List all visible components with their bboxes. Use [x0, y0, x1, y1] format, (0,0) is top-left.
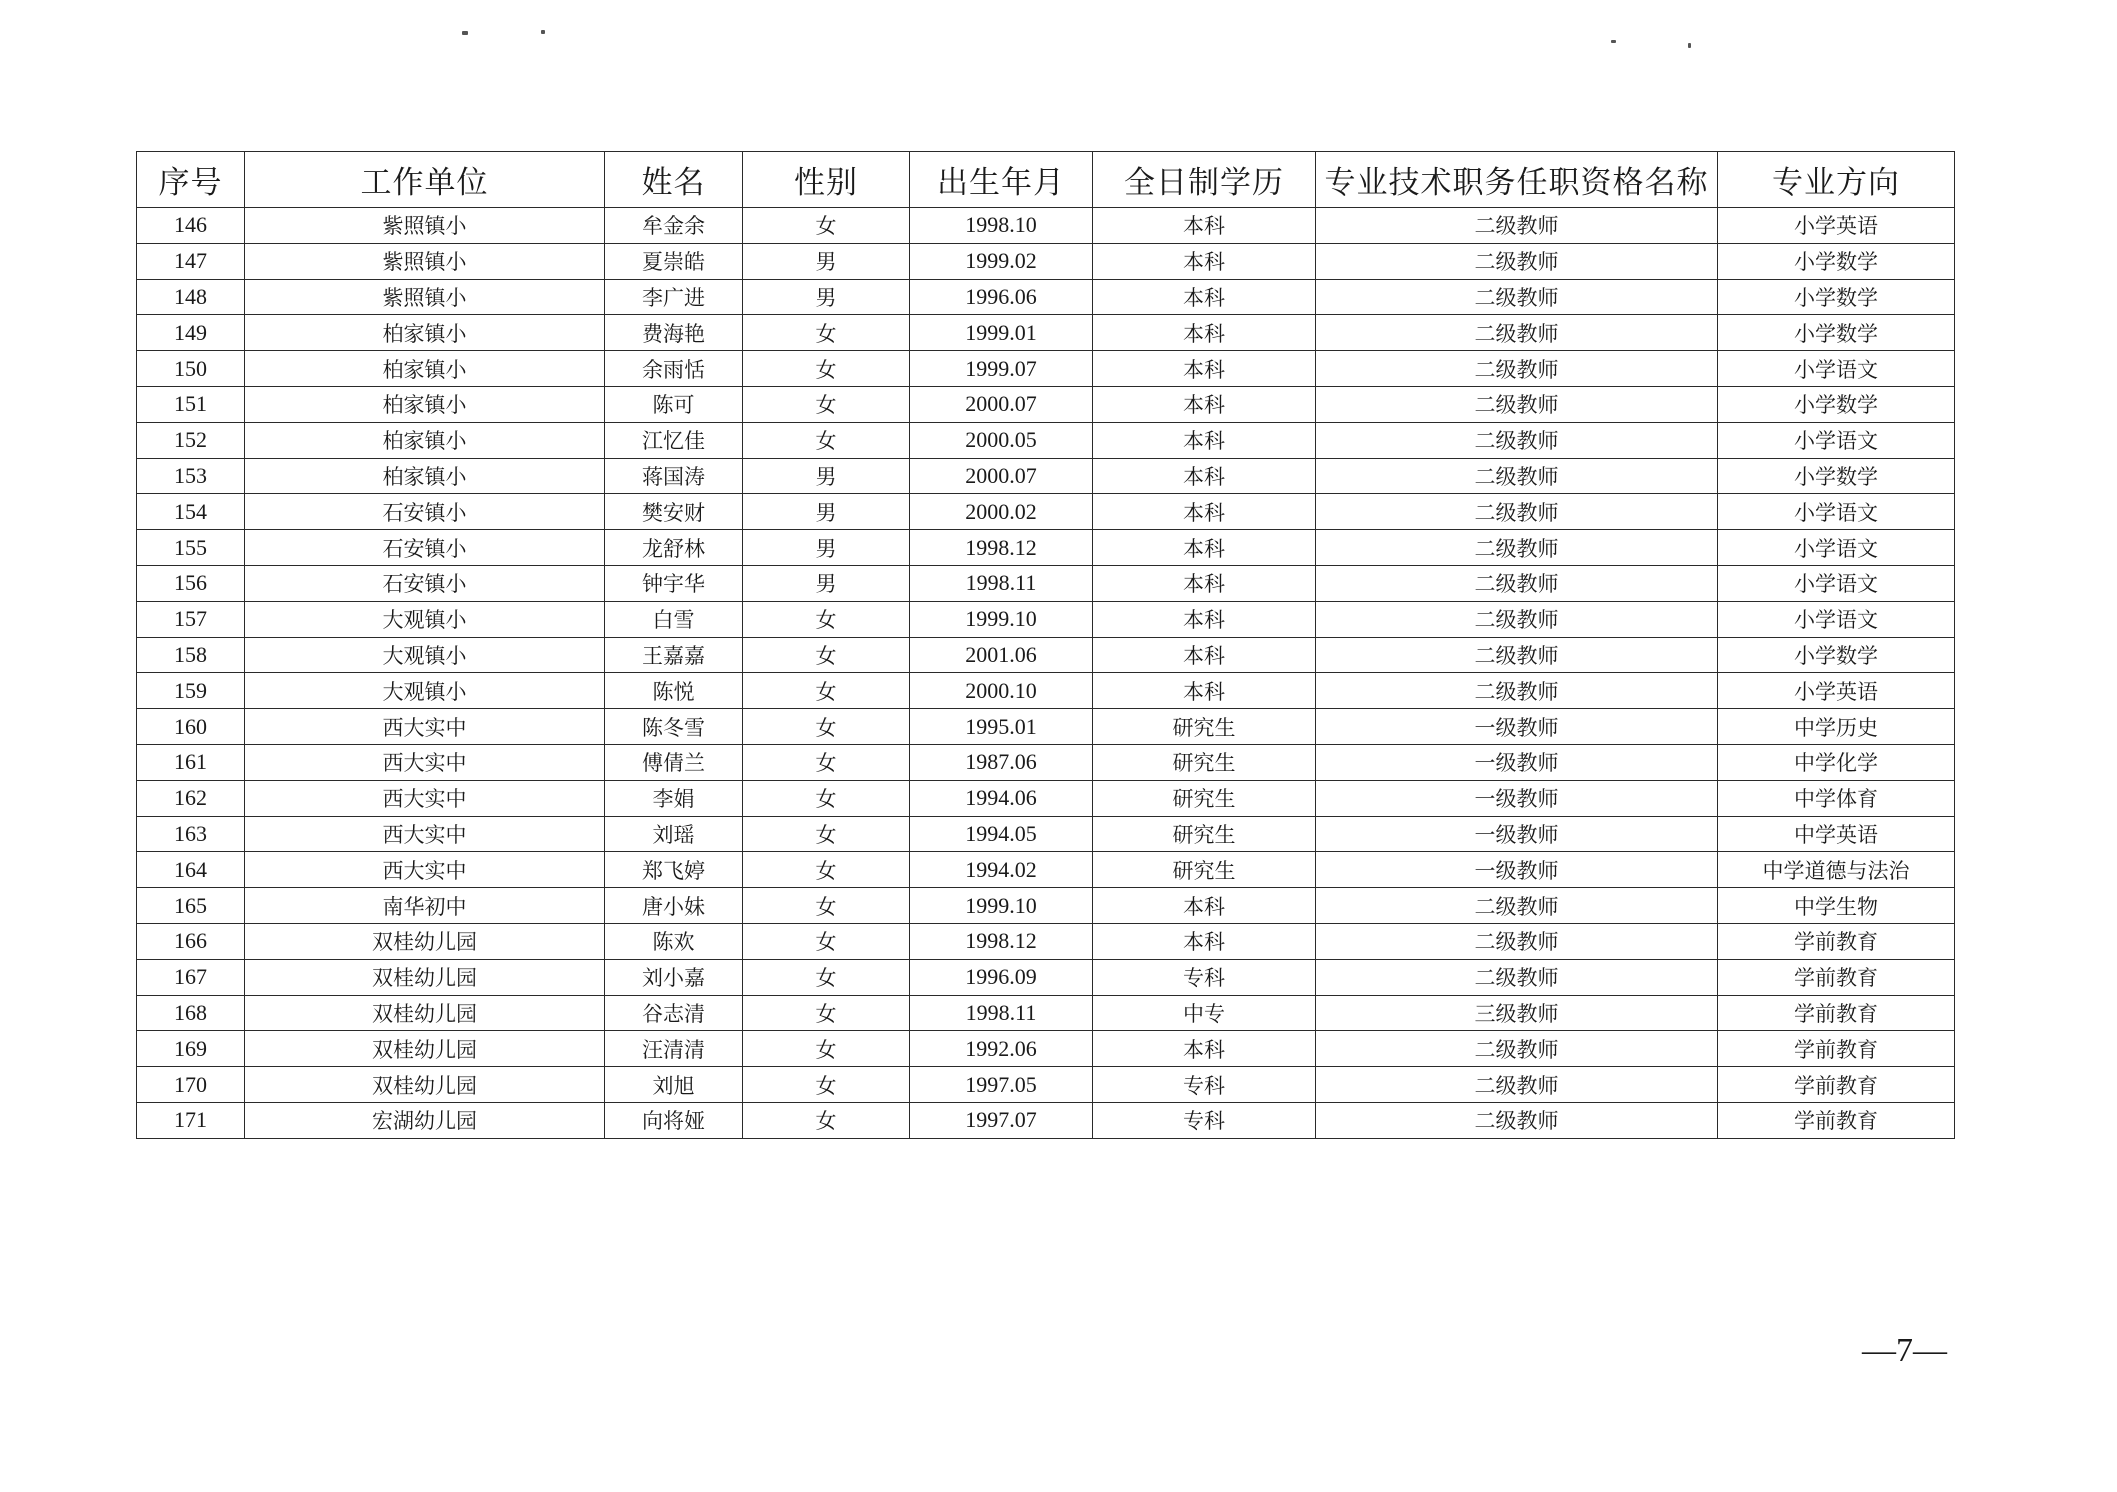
qualification-cell: 二级教师: [1316, 959, 1718, 995]
serial-number-cell: 147: [137, 243, 245, 279]
header-qualification: 专业技术职务任职资格名称: [1316, 152, 1718, 208]
gender-cell: 女: [743, 422, 910, 458]
serial-number-cell: 148: [137, 279, 245, 315]
specialty-cell: 小学数学: [1718, 279, 1955, 315]
scan-speck: [1611, 40, 1616, 43]
gender-cell: 男: [743, 494, 910, 530]
work-unit-cell: 宏湖幼儿园: [245, 1102, 605, 1138]
qualification-cell: 二级教师: [1316, 208, 1718, 244]
specialty-cell: 小学数学: [1718, 315, 1955, 351]
work-unit-cell: 柏家镇小: [245, 351, 605, 387]
serial-number-cell: 154: [137, 494, 245, 530]
qualification-cell: 二级教师: [1316, 243, 1718, 279]
education-cell: 本科: [1093, 673, 1316, 709]
gender-cell: 男: [743, 458, 910, 494]
birth-date-cell: 1996.06: [910, 279, 1093, 315]
birth-date-cell: 1998.11: [910, 995, 1093, 1031]
qualification-cell: 二级教师: [1316, 673, 1718, 709]
table-row: [137, 243, 1955, 279]
name-cell: 唐小妹: [605, 888, 743, 924]
serial-number-cell: 162: [137, 780, 245, 816]
work-unit-cell: 石安镇小: [245, 530, 605, 566]
qualification-cell: 二级教师: [1316, 888, 1718, 924]
name-cell: 樊安财: [605, 494, 743, 530]
name-cell: 陈冬雪: [605, 709, 743, 745]
specialty-cell: 小学数学: [1718, 386, 1955, 422]
table-row: [137, 709, 1955, 745]
specialty-cell: 小学数学: [1718, 458, 1955, 494]
name-cell: 江忆佳: [605, 422, 743, 458]
education-cell: 研究生: [1093, 816, 1316, 852]
gender-cell: 女: [743, 816, 910, 852]
work-unit-cell: 石安镇小: [245, 494, 605, 530]
gender-cell: 女: [743, 673, 910, 709]
education-cell: 本科: [1093, 494, 1316, 530]
name-cell: 陈可: [605, 386, 743, 422]
education-cell: 本科: [1093, 351, 1316, 387]
birth-date-cell: 1998.12: [910, 530, 1093, 566]
serial-number-cell: 164: [137, 852, 245, 888]
header-name: 姓名: [605, 152, 743, 208]
work-unit-cell: 紫照镇小: [245, 279, 605, 315]
birth-date-cell: 2000.10: [910, 673, 1093, 709]
serial-number-cell: 166: [137, 923, 245, 959]
table-row: [137, 386, 1955, 422]
work-unit-cell: 大观镇小: [245, 637, 605, 673]
table-row: [137, 1067, 1955, 1103]
table-row: [137, 1031, 1955, 1067]
work-unit-cell: 大观镇小: [245, 601, 605, 637]
specialty-cell: 小学语文: [1718, 351, 1955, 387]
serial-number-cell: 149: [137, 315, 245, 351]
qualification-cell: 一级教师: [1316, 852, 1718, 888]
serial-number-cell: 156: [137, 565, 245, 601]
table-row: [137, 888, 1955, 924]
name-cell: 蒋国涛: [605, 458, 743, 494]
work-unit-cell: 双桂幼儿园: [245, 959, 605, 995]
scan-speck: [462, 31, 468, 35]
serial-number-cell: 152: [137, 422, 245, 458]
education-cell: 专科: [1093, 959, 1316, 995]
gender-cell: 女: [743, 709, 910, 745]
qualification-cell: 一级教师: [1316, 744, 1718, 780]
specialty-cell: 小学英语: [1718, 673, 1955, 709]
work-unit-cell: 西大实中: [245, 816, 605, 852]
gender-cell: 男: [743, 243, 910, 279]
qualification-cell: 一级教师: [1316, 780, 1718, 816]
birth-date-cell: 1987.06: [910, 744, 1093, 780]
table-row: [137, 637, 1955, 673]
qualification-cell: 一级教师: [1316, 816, 1718, 852]
birth-date-cell: 2001.06: [910, 637, 1093, 673]
table-row: [137, 959, 1955, 995]
page-number: —7—: [1862, 1332, 1947, 1369]
scan-speck: [1688, 43, 1691, 48]
name-cell: 郑飞婷: [605, 852, 743, 888]
education-cell: 本科: [1093, 208, 1316, 244]
qualification-cell: 二级教师: [1316, 494, 1718, 530]
qualification-cell: 二级教师: [1316, 565, 1718, 601]
qualification-cell: 二级教师: [1316, 1067, 1718, 1103]
birth-date-cell: 1994.05: [910, 816, 1093, 852]
gender-cell: 女: [743, 315, 910, 351]
birth-date-cell: 1994.06: [910, 780, 1093, 816]
education-cell: 研究生: [1093, 780, 1316, 816]
education-cell: 本科: [1093, 601, 1316, 637]
header-specialty: 专业方向: [1718, 152, 1955, 208]
table-row: [137, 780, 1955, 816]
work-unit-cell: 西大实中: [245, 852, 605, 888]
specialty-cell: 中学英语: [1718, 816, 1955, 852]
work-unit-cell: 柏家镇小: [245, 422, 605, 458]
name-cell: 汪清清: [605, 1031, 743, 1067]
name-cell: 谷志清: [605, 995, 743, 1031]
birth-date-cell: 1997.07: [910, 1102, 1093, 1138]
education-cell: 本科: [1093, 565, 1316, 601]
table-row: [137, 995, 1955, 1031]
name-cell: 费海艳: [605, 315, 743, 351]
work-unit-cell: 双桂幼儿园: [245, 1067, 605, 1103]
specialty-cell: 中学历史: [1718, 709, 1955, 745]
gender-cell: 女: [743, 637, 910, 673]
table-row: [137, 673, 1955, 709]
serial-number-cell: 167: [137, 959, 245, 995]
education-cell: 本科: [1093, 530, 1316, 566]
gender-cell: 女: [743, 1067, 910, 1103]
work-unit-cell: 柏家镇小: [245, 315, 605, 351]
specialty-cell: 小学语文: [1718, 422, 1955, 458]
name-cell: 陈悦: [605, 673, 743, 709]
serial-number-cell: 157: [137, 601, 245, 637]
specialty-cell: 小学英语: [1718, 208, 1955, 244]
name-cell: 傅倩兰: [605, 744, 743, 780]
table-body: [137, 208, 1955, 1139]
specialty-cell: 学前教育: [1718, 923, 1955, 959]
table-row: [137, 422, 1955, 458]
header-education: 全日制学历: [1093, 152, 1316, 208]
name-cell: 刘瑶: [605, 816, 743, 852]
education-cell: 本科: [1093, 315, 1316, 351]
table-row: [137, 744, 1955, 780]
table-row: [137, 494, 1955, 530]
table-row: [137, 530, 1955, 566]
gender-cell: 女: [743, 888, 910, 924]
education-cell: 本科: [1093, 243, 1316, 279]
serial-number-cell: 163: [137, 816, 245, 852]
birth-date-cell: 1997.05: [910, 1067, 1093, 1103]
specialty-cell: 小学数学: [1718, 637, 1955, 673]
work-unit-cell: 紫照镇小: [245, 243, 605, 279]
gender-cell: 女: [743, 351, 910, 387]
work-unit-cell: 大观镇小: [245, 673, 605, 709]
serial-number-cell: 165: [137, 888, 245, 924]
name-cell: 余雨恬: [605, 351, 743, 387]
name-cell: 龙舒林: [605, 530, 743, 566]
gender-cell: 男: [743, 279, 910, 315]
specialty-cell: 中学道德与法治: [1718, 852, 1955, 888]
name-cell: 夏崇皓: [605, 243, 743, 279]
specialty-cell: 中学体育: [1718, 780, 1955, 816]
name-cell: 白雪: [605, 601, 743, 637]
table-row: [137, 1102, 1955, 1138]
qualification-cell: 二级教师: [1316, 386, 1718, 422]
qualification-cell: 二级教师: [1316, 530, 1718, 566]
table-row: [137, 565, 1955, 601]
education-cell: 本科: [1093, 422, 1316, 458]
birth-date-cell: 1999.10: [910, 888, 1093, 924]
work-unit-cell: 西大实中: [245, 744, 605, 780]
birth-date-cell: 2000.02: [910, 494, 1093, 530]
gender-cell: 女: [743, 959, 910, 995]
work-unit-cell: 双桂幼儿园: [245, 1031, 605, 1067]
education-cell: 研究生: [1093, 744, 1316, 780]
birth-date-cell: 1998.12: [910, 923, 1093, 959]
gender-cell: 女: [743, 852, 910, 888]
qualification-cell: 二级教师: [1316, 1102, 1718, 1138]
gender-cell: 女: [743, 386, 910, 422]
serial-number-cell: 161: [137, 744, 245, 780]
name-cell: 向将娅: [605, 1102, 743, 1138]
serial-number-cell: 158: [137, 637, 245, 673]
serial-number-cell: 168: [137, 995, 245, 1031]
education-cell: 本科: [1093, 923, 1316, 959]
serial-number-cell: 155: [137, 530, 245, 566]
name-cell: 王嘉嘉: [605, 637, 743, 673]
serial-number-cell: 160: [137, 709, 245, 745]
gender-cell: 女: [743, 1031, 910, 1067]
birth-date-cell: 1999.01: [910, 315, 1093, 351]
qualification-cell: 二级教师: [1316, 422, 1718, 458]
education-cell: 本科: [1093, 637, 1316, 673]
serial-number-cell: 159: [137, 673, 245, 709]
birth-date-cell: 2000.07: [910, 458, 1093, 494]
serial-number-cell: 169: [137, 1031, 245, 1067]
work-unit-cell: 双桂幼儿园: [245, 923, 605, 959]
qualification-cell: 二级教师: [1316, 315, 1718, 351]
birth-date-cell: 1996.09: [910, 959, 1093, 995]
education-cell: 中专: [1093, 995, 1316, 1031]
qualification-cell: 二级教师: [1316, 601, 1718, 637]
specialty-cell: 中学化学: [1718, 744, 1955, 780]
birth-date-cell: 1995.01: [910, 709, 1093, 745]
birth-date-cell: 1998.10: [910, 208, 1093, 244]
qualification-cell: 二级教师: [1316, 923, 1718, 959]
gender-cell: 女: [743, 744, 910, 780]
header-serial-number: 序号: [137, 152, 245, 208]
qualification-cell: 二级教师: [1316, 458, 1718, 494]
qualification-cell: 三级教师: [1316, 995, 1718, 1031]
table-row: [137, 852, 1955, 888]
name-cell: 陈欢: [605, 923, 743, 959]
specialty-cell: 小学数学: [1718, 243, 1955, 279]
education-cell: 专科: [1093, 1102, 1316, 1138]
table-row: [137, 601, 1955, 637]
qualification-cell: 二级教师: [1316, 1031, 1718, 1067]
serial-number-cell: 153: [137, 458, 245, 494]
header-work-unit: 工作单位: [245, 152, 605, 208]
birth-date-cell: 1998.11: [910, 565, 1093, 601]
qualification-cell: 二级教师: [1316, 279, 1718, 315]
work-unit-cell: 柏家镇小: [245, 458, 605, 494]
name-cell: 李广进: [605, 279, 743, 315]
gender-cell: 男: [743, 530, 910, 566]
birth-date-cell: 2000.05: [910, 422, 1093, 458]
table-row: [137, 923, 1955, 959]
gender-cell: 女: [743, 1102, 910, 1138]
serial-number-cell: 146: [137, 208, 245, 244]
serial-number-cell: 171: [137, 1102, 245, 1138]
serial-number-cell: 151: [137, 386, 245, 422]
specialty-cell: 学前教育: [1718, 1067, 1955, 1103]
education-cell: 本科: [1093, 888, 1316, 924]
gender-cell: 男: [743, 565, 910, 601]
table-row: [137, 279, 1955, 315]
specialty-cell: 中学生物: [1718, 888, 1955, 924]
name-cell: 牟金余: [605, 208, 743, 244]
education-cell: 研究生: [1093, 709, 1316, 745]
qualification-cell: 二级教师: [1316, 637, 1718, 673]
work-unit-cell: 西大实中: [245, 709, 605, 745]
specialty-cell: 学前教育: [1718, 995, 1955, 1031]
work-unit-cell: 石安镇小: [245, 565, 605, 601]
birth-date-cell: 1999.10: [910, 601, 1093, 637]
qualification-cell: 二级教师: [1316, 351, 1718, 387]
gender-cell: 女: [743, 208, 910, 244]
education-cell: 本科: [1093, 386, 1316, 422]
qualification-cell: 一级教师: [1316, 709, 1718, 745]
gender-cell: 女: [743, 780, 910, 816]
name-cell: 刘小嘉: [605, 959, 743, 995]
serial-number-cell: 170: [137, 1067, 245, 1103]
specialty-cell: 小学语文: [1718, 494, 1955, 530]
header-gender: 性别: [743, 152, 910, 208]
birth-date-cell: 1999.02: [910, 243, 1093, 279]
scan-speck: [541, 30, 545, 34]
name-cell: 钟宇华: [605, 565, 743, 601]
birth-date-cell: 1994.02: [910, 852, 1093, 888]
gender-cell: 女: [743, 923, 910, 959]
work-unit-cell: 双桂幼儿园: [245, 995, 605, 1031]
specialty-cell: 小学语文: [1718, 601, 1955, 637]
serial-number-cell: 150: [137, 351, 245, 387]
table-row: [137, 458, 1955, 494]
header-birth-date: 出生年月: [910, 152, 1093, 208]
specialty-cell: 学前教育: [1718, 1102, 1955, 1138]
name-cell: 刘旭: [605, 1067, 743, 1103]
table-header-row: [137, 152, 1955, 208]
birth-date-cell: 1999.07: [910, 351, 1093, 387]
work-unit-cell: 紫照镇小: [245, 208, 605, 244]
table-row: [137, 816, 1955, 852]
table-row: [137, 315, 1955, 351]
education-cell: 本科: [1093, 1031, 1316, 1067]
table-row: [137, 351, 1955, 387]
education-cell: 研究生: [1093, 852, 1316, 888]
table-row: [137, 208, 1955, 244]
work-unit-cell: 南华初中: [245, 888, 605, 924]
gender-cell: 女: [743, 995, 910, 1031]
specialty-cell: 小学语文: [1718, 565, 1955, 601]
specialty-cell: 学前教育: [1718, 1031, 1955, 1067]
specialty-cell: 小学语文: [1718, 530, 1955, 566]
staff-table: [136, 151, 1955, 1139]
work-unit-cell: 西大实中: [245, 780, 605, 816]
birth-date-cell: 1992.06: [910, 1031, 1093, 1067]
gender-cell: 女: [743, 601, 910, 637]
education-cell: 专科: [1093, 1067, 1316, 1103]
education-cell: 本科: [1093, 458, 1316, 494]
name-cell: 李娟: [605, 780, 743, 816]
work-unit-cell: 柏家镇小: [245, 386, 605, 422]
education-cell: 本科: [1093, 279, 1316, 315]
specialty-cell: 学前教育: [1718, 959, 1955, 995]
birth-date-cell: 2000.07: [910, 386, 1093, 422]
